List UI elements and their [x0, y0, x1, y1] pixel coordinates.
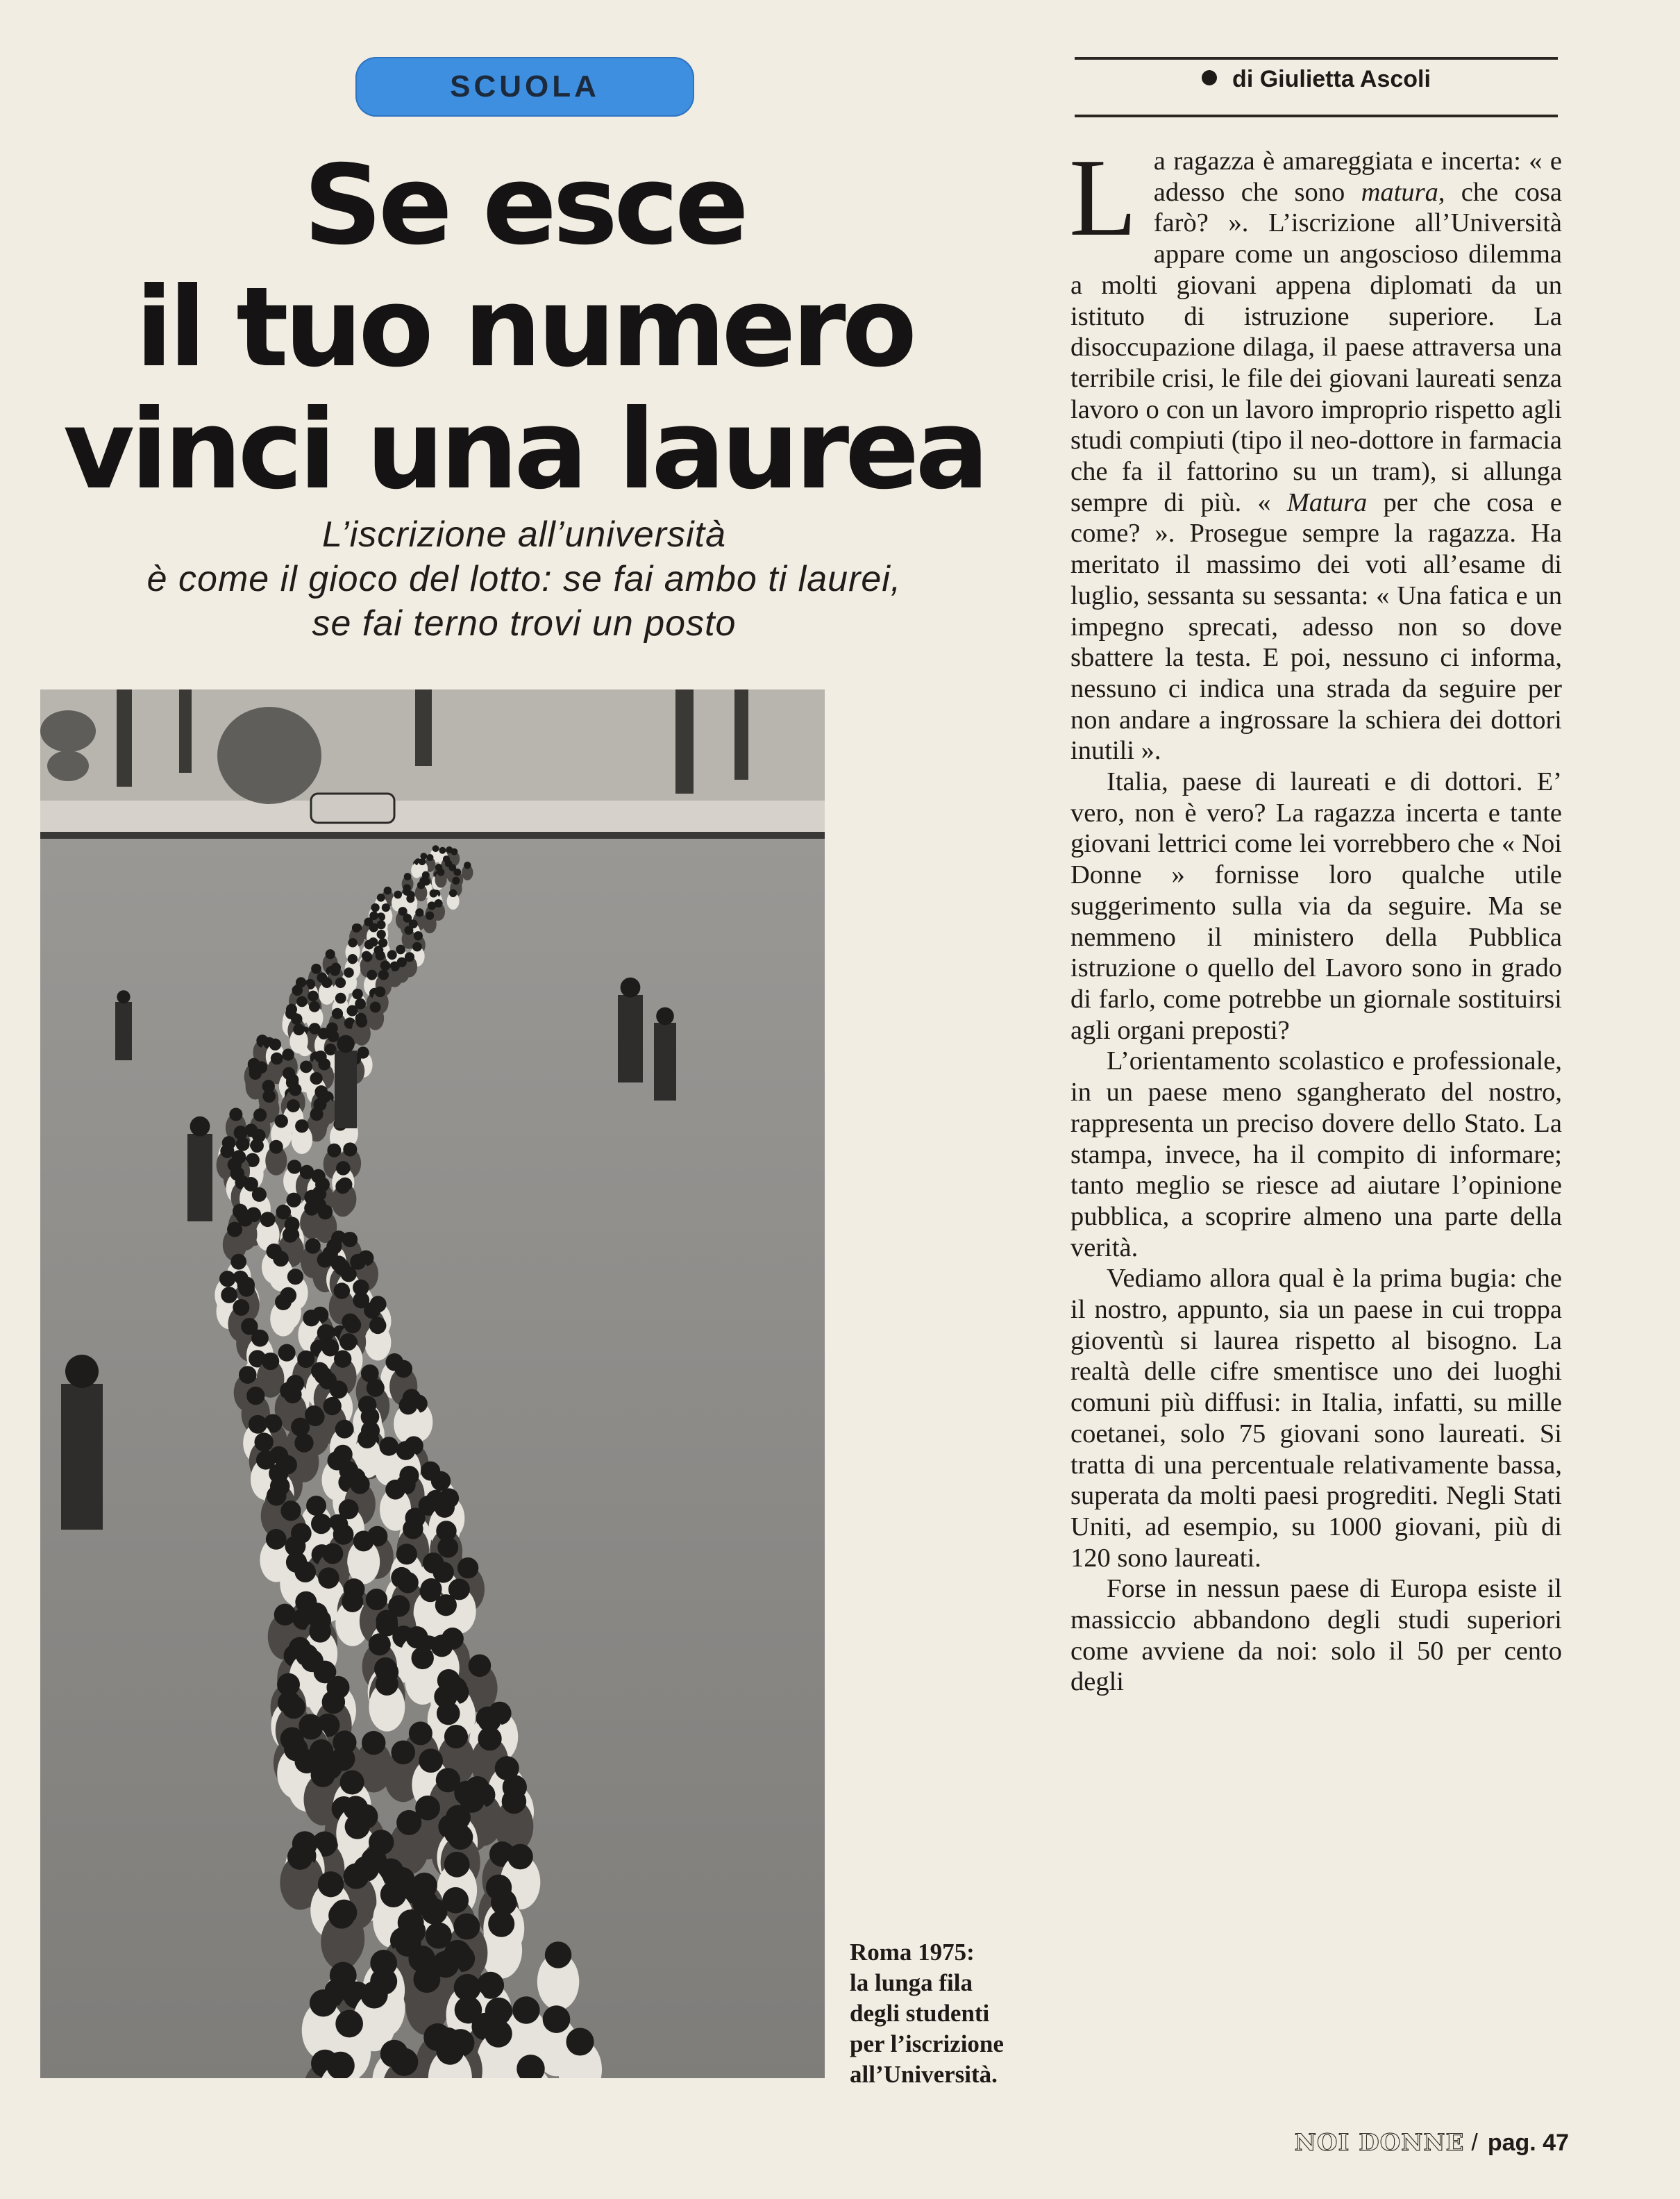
- person-head: [451, 848, 457, 855]
- person-head: [390, 2048, 418, 2075]
- person-head: [417, 881, 425, 889]
- person-head: [478, 1727, 501, 1750]
- person-head: [291, 1013, 302, 1024]
- person-head: [334, 1351, 351, 1368]
- bullet-icon: [1202, 70, 1217, 85]
- person-head: [326, 949, 335, 959]
- person-head: [430, 889, 438, 898]
- person-head: [380, 960, 391, 971]
- person-head: [317, 1252, 333, 1268]
- person-head: [364, 940, 374, 950]
- person-head: [396, 1441, 416, 1460]
- person-head: [287, 1269, 303, 1285]
- person-head: [485, 2020, 512, 2048]
- person-head: [358, 1430, 376, 1448]
- person-head: [249, 1067, 262, 1080]
- person-head: [404, 926, 413, 935]
- headline: [28, 142, 1020, 514]
- person-head: [292, 985, 303, 996]
- paragraph-3: L’orientamento scolastico e professionale, in un paese meno sgangherato del nostro, rappresenta un preciso dovere dello Stato. La stampa, invece, ha il compito di informare; tanto meglio se riesce ad aiutare l’opinione pubblica, a scoprire almeno una parte della verità.: [1070, 1046, 1562, 1262]
- person-head: [238, 1280, 255, 1297]
- person-head: [370, 1002, 381, 1013]
- photo-drawing: [40, 689, 825, 2078]
- caption-line-5: all’Università.: [850, 2061, 998, 2088]
- person-head: [190, 1117, 210, 1137]
- person-head: [345, 1814, 370, 1839]
- person-head: [397, 1572, 419, 1594]
- byline: [1075, 66, 1558, 93]
- person-head: [282, 1696, 305, 1719]
- person-head: [236, 1137, 250, 1151]
- person-head: [254, 1432, 273, 1451]
- person-head: [437, 1537, 458, 1558]
- paragraph-4: Vediamo allora qual è la prima bugia: che il nostro, appunto, sia un paese in cui troppa gioventù si laurea rispetto al bisogno. La realtà delle cifre smentisce uno dei luoghi comuni più diffusi: in Italia, infatti, su mille coetanei, solo 75 giovani sono laureati. Si tratta di una percentuale relativamente bassa, superata da molti paesi progrediti. Negli Stati Uniti, ad esempio, su 1000 giovani, più di 120 sono laureati.: [1070, 1264, 1562, 1573]
- person-head: [453, 1913, 480, 1939]
- person-head: [239, 1366, 257, 1384]
- person-head: [352, 923, 361, 933]
- person-head: [327, 1144, 341, 1157]
- person-figure: [187, 1134, 212, 1221]
- person-head: [295, 1119, 308, 1132]
- person-head: [449, 889, 457, 897]
- drop-cap: L: [1069, 135, 1137, 259]
- person-head: [344, 1316, 362, 1334]
- person-head: [444, 1852, 470, 1878]
- person-head: [328, 1903, 355, 1929]
- person-head: [543, 2005, 571, 2033]
- person-head: [371, 903, 379, 912]
- paragraph-5: Forse in nessun paese di Europa esiste il massiccio abbandono degli studi superiori come avviene da noi: solo il 50 per cento degli: [1070, 1574, 1562, 1697]
- person-head: [233, 1299, 249, 1316]
- person-head: [304, 1201, 319, 1215]
- person-head: [348, 954, 358, 964]
- person-head: [273, 1251, 289, 1267]
- person-head: [367, 1379, 385, 1397]
- person-head: [566, 2027, 594, 2055]
- person-head: [317, 1324, 335, 1341]
- person-head: [394, 891, 402, 899]
- person-head: [309, 1621, 331, 1643]
- person-head: [294, 1433, 313, 1452]
- person-head: [409, 1721, 432, 1745]
- person-head: [333, 1282, 350, 1299]
- person-head: [411, 1647, 433, 1669]
- person-head: [432, 845, 439, 852]
- person-head: [360, 1981, 387, 2008]
- page-number: pag. 47: [1487, 2130, 1569, 2156]
- person-head: [396, 945, 405, 955]
- person-head: [287, 1193, 301, 1207]
- person-head: [488, 1911, 514, 1937]
- person-head: [318, 1871, 344, 1897]
- person-head: [369, 1633, 391, 1655]
- person-head: [378, 969, 389, 980]
- person-head: [318, 1058, 330, 1071]
- person-head: [227, 1222, 242, 1237]
- subtitle-line-1: L’iscrizione all’università: [322, 515, 726, 555]
- person-head: [249, 1415, 267, 1434]
- person-head: [452, 877, 460, 885]
- person-head: [252, 1187, 267, 1202]
- person-head: [296, 996, 308, 1007]
- paragraph-2: Italia, paese di laureati e di dottori. E’ vero, non è vero? La ragazza incerta e tante giovani lettrici come lei vorrebbero che « Noi Donne » fornisse loro qualche utile suggerimento sulla via da seguire. Ma se nemmeno il ministero della Pubblica istruzione o quello del Lavoro sono in grado di farlo, come potrebbe un giornale sostituirsi agli organi preposti?: [1070, 767, 1562, 1045]
- person-head: [310, 1107, 324, 1121]
- person-head: [352, 989, 363, 1000]
- person-figure: [618, 995, 643, 1082]
- person-head: [300, 1061, 312, 1073]
- person-head: [413, 1966, 440, 1993]
- person-head: [444, 1725, 468, 1748]
- person-head: [65, 1355, 99, 1388]
- person-head: [369, 923, 378, 932]
- person-head: [335, 993, 346, 1004]
- person-head: [266, 1529, 287, 1550]
- person-head: [283, 1227, 298, 1242]
- person-head: [366, 1589, 387, 1610]
- person-head: [384, 887, 392, 895]
- person-head: [308, 991, 319, 1002]
- person-head: [387, 950, 397, 960]
- article-body: [1069, 135, 1562, 1698]
- person-head: [376, 951, 385, 960]
- person-head: [364, 1302, 380, 1319]
- person-head: [332, 1008, 343, 1019]
- person-head: [453, 869, 461, 876]
- person-head: [335, 1420, 354, 1439]
- person-head: [287, 1160, 301, 1173]
- person-head: [297, 1351, 314, 1368]
- person-head: [322, 1543, 343, 1564]
- person-figure: [115, 1002, 132, 1060]
- person-head: [333, 1524, 354, 1545]
- car: [311, 794, 394, 823]
- person-head: [344, 967, 354, 978]
- person-head: [303, 1310, 319, 1326]
- caption-line-2: la lunga fila: [850, 1969, 973, 1996]
- person-head: [271, 1053, 283, 1065]
- person-head: [394, 1360, 412, 1378]
- person-head: [335, 2010, 363, 2038]
- person-head: [336, 1161, 351, 1176]
- person-head: [512, 1996, 540, 2024]
- person-head: [311, 1763, 335, 1787]
- person-head: [219, 1271, 235, 1287]
- person-head: [282, 1048, 294, 1060]
- person-head: [276, 1205, 291, 1220]
- person-head: [275, 1294, 292, 1310]
- person-head: [330, 966, 340, 976]
- byline-text: di Giulietta Ascoli: [1232, 66, 1431, 92]
- person-head: [342, 1232, 358, 1247]
- person-head: [353, 1531, 374, 1552]
- person-head: [327, 1030, 339, 1042]
- person-head: [399, 1396, 418, 1415]
- person-head: [430, 1634, 453, 1657]
- person-head: [403, 1519, 423, 1539]
- person-head: [310, 1989, 337, 2016]
- person-head: [323, 1397, 341, 1415]
- person-head: [621, 978, 641, 998]
- person-head: [367, 970, 377, 980]
- person-head: [385, 1480, 405, 1500]
- headline-line-3: vinci una laurea: [62, 386, 985, 514]
- person-head: [340, 1770, 364, 1794]
- person-head: [414, 931, 423, 940]
- person-head: [342, 1591, 363, 1612]
- person-figure: [61, 1384, 103, 1530]
- person-head: [221, 1287, 237, 1303]
- person-head: [406, 894, 414, 903]
- person-head: [437, 1702, 460, 1725]
- caption-line-3: degli studenti: [850, 2000, 990, 2027]
- section-tag-label: SCUOLA: [450, 69, 600, 103]
- person-head: [311, 1514, 331, 1534]
- person-head: [274, 1604, 296, 1625]
- person-head: [382, 903, 390, 912]
- caption-line-4: per l’iscrizione: [850, 2030, 1004, 2057]
- person-head: [337, 1035, 355, 1053]
- person-head: [269, 1039, 281, 1051]
- section-tag: [355, 57, 694, 117]
- caption-line-1: Roma 1975:: [850, 1939, 975, 1966]
- person-head: [306, 1496, 326, 1516]
- person-head: [280, 1500, 301, 1521]
- photo-caption: [850, 1937, 1037, 2090]
- headline-line-1: Se esce: [303, 142, 745, 269]
- person-figure: [335, 1051, 357, 1128]
- person-head: [377, 930, 386, 939]
- magazine-logo: NOI DONNE: [1294, 2129, 1465, 2157]
- person-head: [435, 1594, 457, 1616]
- person-head: [246, 1387, 264, 1405]
- person-head: [436, 2037, 464, 2064]
- person-head: [464, 862, 471, 869]
- person-head: [251, 1330, 269, 1347]
- person-head: [335, 978, 346, 988]
- person-head: [362, 952, 372, 962]
- person-head: [426, 854, 433, 861]
- person-head: [421, 1898, 448, 1925]
- person-head: [346, 1005, 358, 1017]
- footer-separator: /: [1471, 2130, 1478, 2156]
- person-head: [260, 1212, 276, 1227]
- person-head: [321, 978, 332, 988]
- person-head: [293, 1023, 305, 1035]
- photo-student-queue: [40, 689, 825, 2078]
- person-head: [283, 1385, 301, 1403]
- person-head: [448, 1825, 473, 1850]
- person-head: [439, 847, 446, 854]
- subtitle-line-3: se fai terno trovi un posto: [312, 603, 737, 644]
- person-head: [330, 1380, 348, 1398]
- person-head: [396, 1544, 417, 1564]
- person-head: [507, 1844, 533, 1870]
- person-head: [322, 1691, 346, 1714]
- person-head: [117, 990, 130, 1003]
- person-head: [435, 1498, 455, 1518]
- person-head: [287, 1099, 300, 1112]
- person-head: [426, 912, 434, 920]
- person-head: [412, 942, 422, 952]
- person-head: [310, 1072, 323, 1085]
- person-head: [262, 1089, 276, 1103]
- person-head: [419, 858, 426, 865]
- person-head: [269, 1140, 283, 1154]
- person-head: [376, 1673, 398, 1696]
- person-head: [415, 908, 423, 917]
- person-head: [469, 1655, 492, 1678]
- person-head: [230, 1254, 246, 1270]
- person-figure: [654, 1023, 676, 1101]
- page-footer: [1291, 2129, 1569, 2157]
- person-head: [262, 1353, 279, 1370]
- headline-line-2: il tuo numero: [135, 264, 914, 392]
- person-head: [318, 1567, 339, 1589]
- person-head: [362, 1731, 385, 1755]
- person-head: [350, 1474, 370, 1494]
- person-head: [311, 964, 321, 974]
- person-head: [253, 1108, 267, 1121]
- person-head: [379, 1437, 398, 1455]
- person-head: [344, 1863, 369, 1889]
- person-head: [278, 1344, 296, 1362]
- byline-rule-bottom: [1075, 115, 1558, 117]
- person-head: [348, 938, 357, 947]
- person-head: [656, 1007, 674, 1026]
- person-head: [309, 1001, 320, 1012]
- person-head: [267, 1486, 287, 1506]
- person-head: [377, 894, 385, 902]
- person-head: [341, 1266, 357, 1282]
- person-head: [428, 901, 436, 910]
- person-head: [431, 1471, 451, 1491]
- person-head: [375, 987, 385, 997]
- person-head: [291, 1418, 310, 1437]
- person-head: [502, 1789, 527, 1814]
- person-head: [545, 1941, 571, 1968]
- person-head: [457, 1557, 478, 1578]
- person-head: [396, 1810, 421, 1835]
- person-head: [391, 1740, 415, 1764]
- person-head: [305, 1238, 320, 1253]
- person-head: [380, 1881, 407, 1907]
- subtitle: [42, 512, 1007, 646]
- paragraph-1: La ragazza è amareggiata e incerta: « e adesso che sono matura, che cosa farò? ». L’iscrizione all’Università appare come un angoscioso dilemma a molti giovani appena diplomati da un istituto di istruzione superiore. La disoccupazione dilaga, il paese attraversa una terribile crisi, le file dei giovani laureati senza lavoro o con un lavoro improprio rispetto agli studi compiuti (tipo il neo-dottore in farmacia che fa il fattorino su un tram), si allunga sempre di più. « Matura per che cosa e come? ». Prosegue sempre la ragazza. Ha meritato il massimo dei voti all’esame di luglio, sessanta su sessanta: « Una fatica e un impegno sprecati, adesso non so dove sbattere la testa. E poi, nessuno ci informa, nessuno ci indica una strada da seguire per non andare a ingrossare la schiera dei dottori inutili ».: [1069, 135, 1562, 766]
- person-head: [419, 1748, 443, 1773]
- person-head: [437, 869, 445, 876]
- subtitle-line-2: è come il gioco del lotto: se fai ambo ti laurei,: [146, 559, 902, 599]
- person-head: [289, 1083, 302, 1096]
- person-head: [339, 1333, 357, 1351]
- person-head: [343, 1142, 357, 1156]
- byline-rule-top: [1075, 57, 1558, 60]
- person-head: [356, 1016, 367, 1027]
- person-head: [229, 1107, 242, 1121]
- person-head: [318, 1205, 333, 1219]
- person-head: [287, 1844, 313, 1870]
- person-head: [404, 873, 412, 880]
- person-head: [275, 1114, 288, 1128]
- person-head: [335, 1179, 350, 1194]
- person-head: [294, 1561, 316, 1582]
- person-head: [369, 1317, 386, 1334]
